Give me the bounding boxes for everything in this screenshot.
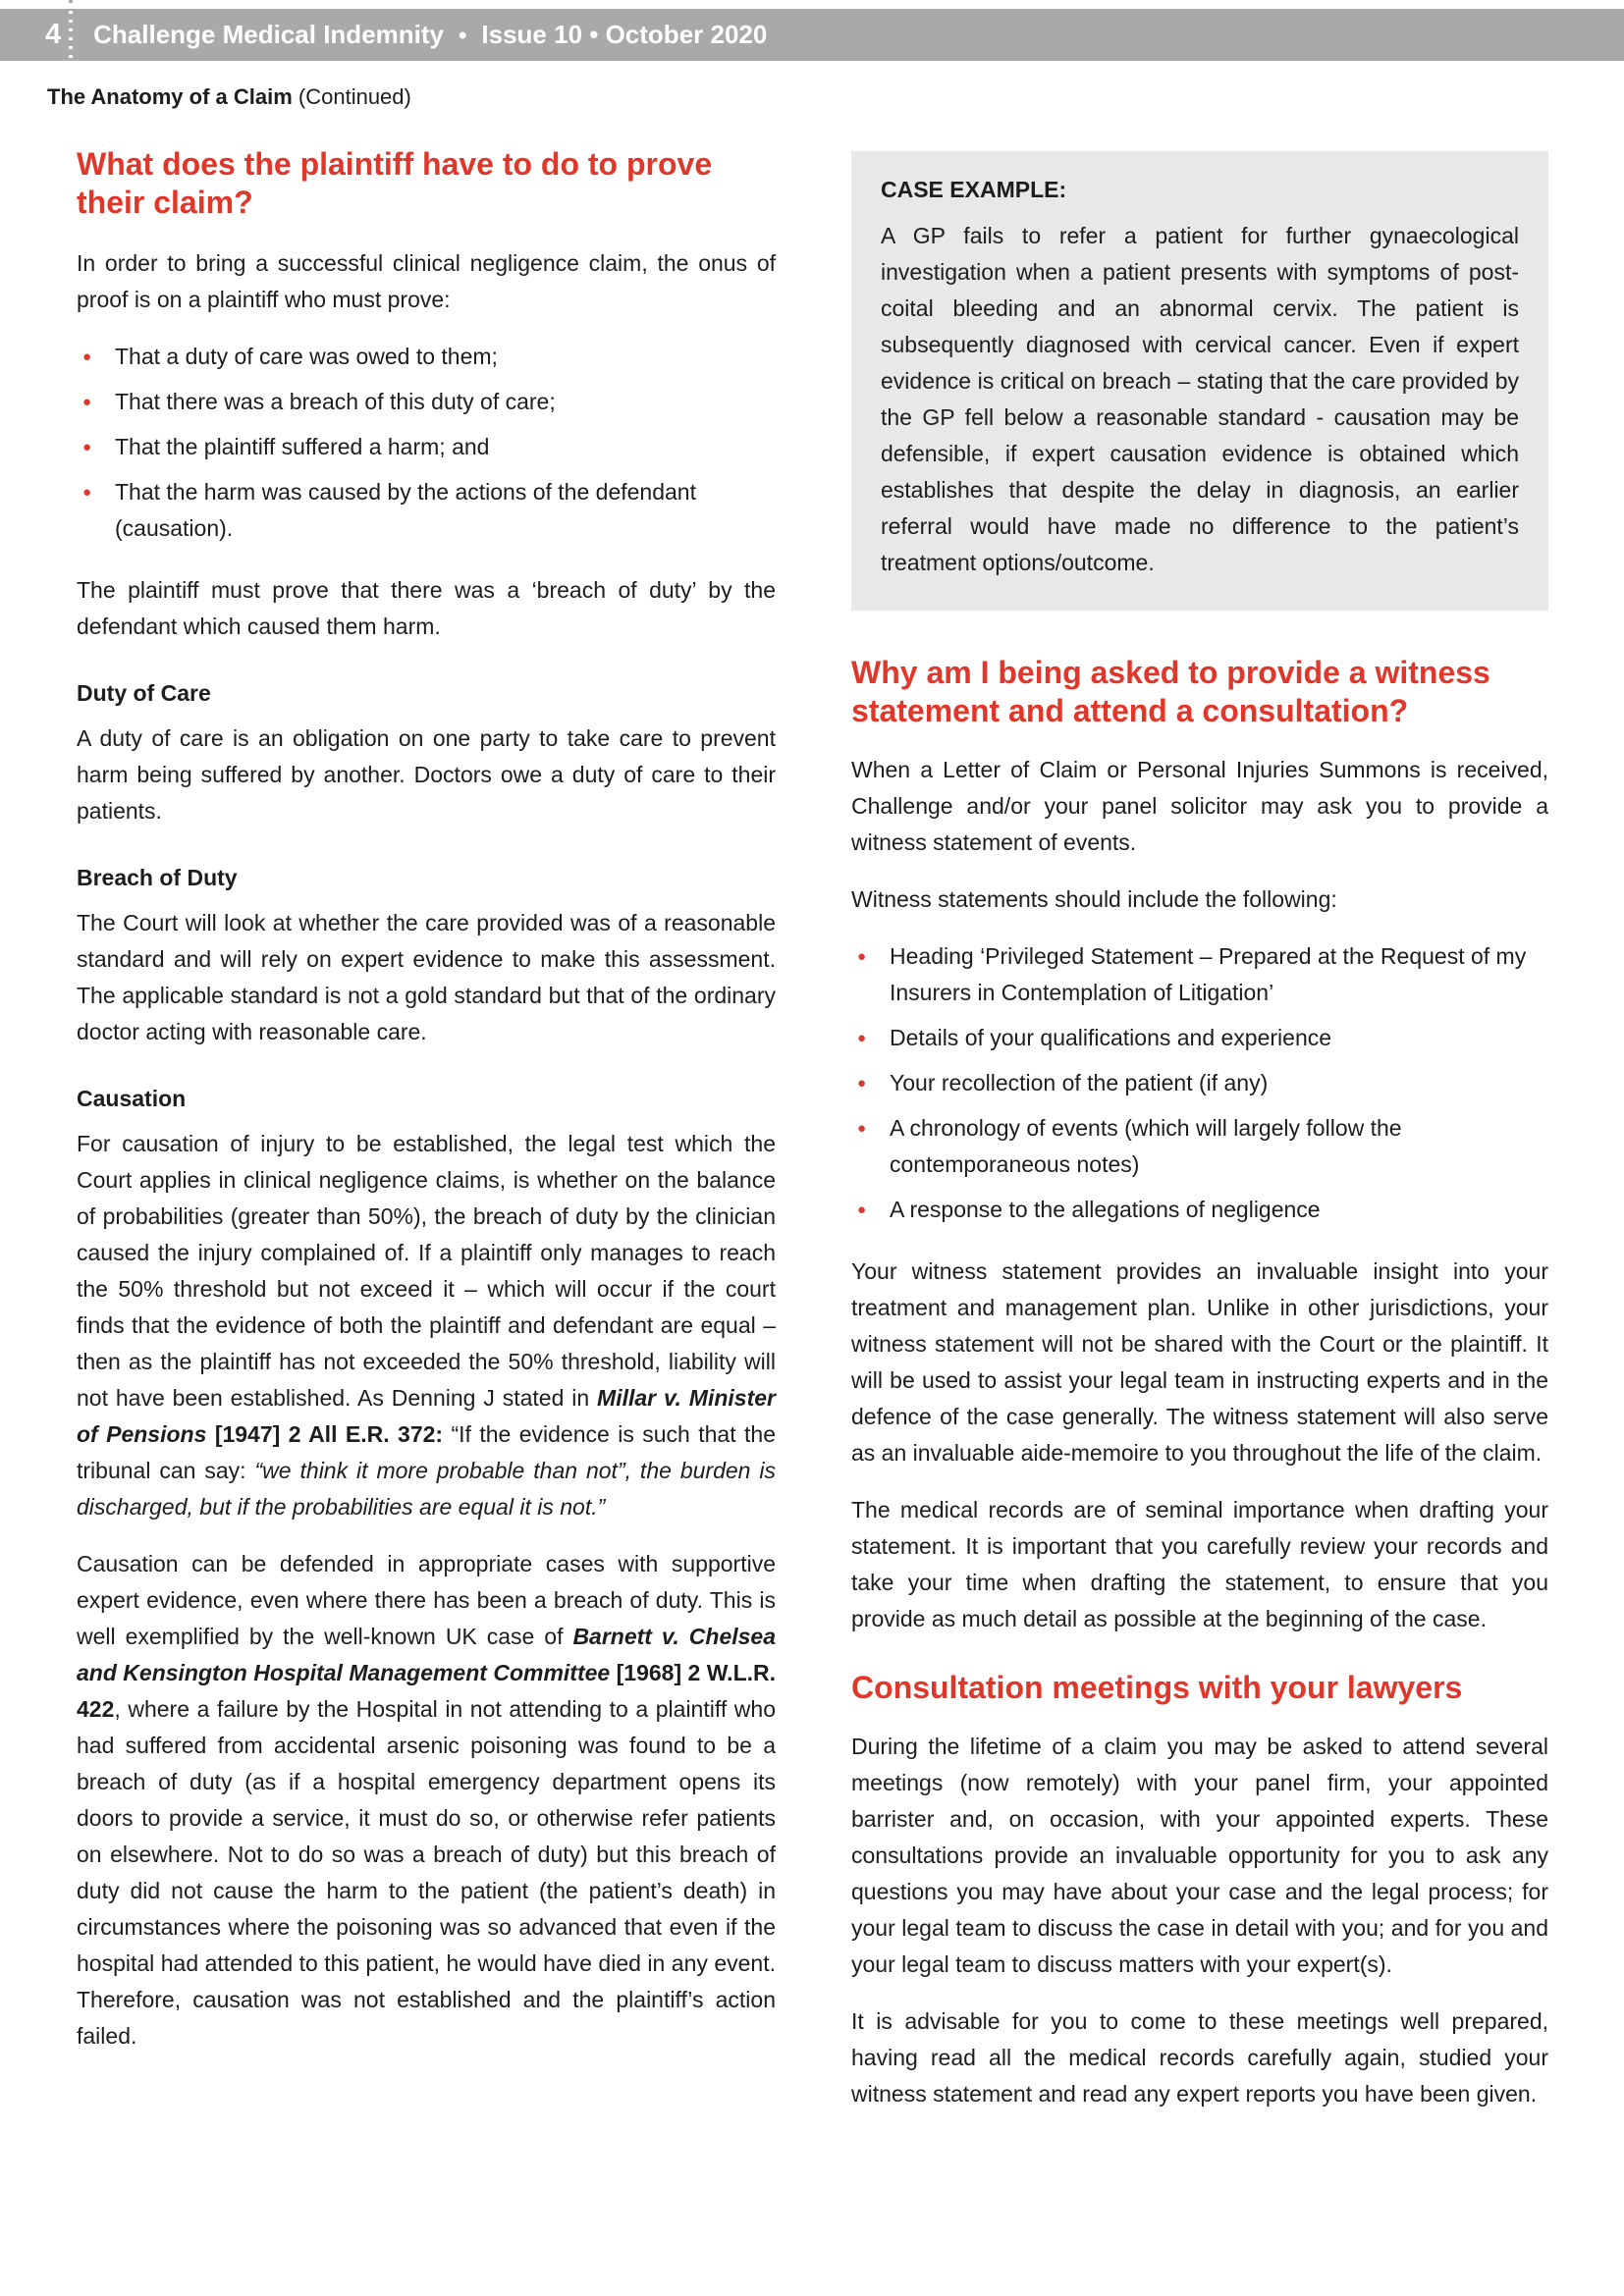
bullet-icon: ●: [82, 439, 92, 455]
paragraph: Witness statements should include the following:: [851, 886, 1337, 912]
section-heading-witness-statement: Why am I being asked to provide a witness statement and attend a consultation?: [851, 655, 1490, 728]
paragraph: The plaintiff must prove that there was a ‘breach of duty’ by the defendant which caused them harm.: [77, 577, 776, 639]
list-item-text: Heading ‘Privileged Statement – Prepared at the Request of my Insurers in Contemplation of Litigation’: [890, 943, 1527, 1005]
paragraph: The Court will look at whether the care provided was of a reasonable standard and will rely on expert evidence to make this assessment. The applicable standard is not a gold standard but that of the ordinary doctor acting with reasonable care.: [77, 910, 776, 1044]
issue-info: Issue 10 • October 2020: [481, 20, 768, 49]
list-item: [851, 938, 1548, 1011]
list-item: [851, 1192, 1548, 1228]
paragraph-causation-1: For causation of injury to be established, the legal test which the Court applies in clinical negligence claims, is whether on the balance of probabilities (greater than 50%), the breach of duty by the clinician caused the injury complained of. If a plaintiff only manages to reach the 50% threshold but not exceed it – which will occur if the court finds that the evidence of both the plaintiff and defendant are equal – then as the plaintiff has not exceeded the 50% threshold, liability will not have been established. As Denning J stated in Millar v. Minister of Pensions [1947] 2 All E.R. 372: “If the evidence is such that the tribunal can say: “we think it more probable than not”, the burden is discharged, but if the probabilities are equal it is not.”: [77, 1131, 776, 1520]
continued-label: (Continued): [292, 84, 411, 109]
list-item: [77, 429, 776, 465]
list-item: [851, 1020, 1548, 1056]
bullet-icon: ●: [82, 484, 92, 501]
list-item-text: A response to the allegations of negligence: [890, 1197, 1321, 1222]
list-item: [851, 1065, 1548, 1101]
bullet-icon: ●: [857, 1075, 867, 1092]
subsection-title-causation: Causation: [77, 1086, 187, 1111]
newsletter-title: [93, 20, 767, 50]
left-column: [77, 135, 776, 2133]
subsection-title-breach-of-duty: Breach of Duty: [77, 865, 238, 890]
article-title: The Anatomy of a Claim: [47, 84, 293, 109]
bullet-icon: ●: [857, 1120, 867, 1137]
paragraph: During the lifetime of a claim you may be asked to attend several meetings (now remotely) with your panel firm, your appointed barrister and, on occasion, with your appointed experts. These consultations provide an invaluable opportunity for you to ask any questions you may have about your case and the legal process; for your legal team to discuss the case in detail with you; and for you and your legal team to discuss matters with your expert(s).: [851, 1734, 1548, 1977]
list-item: [77, 474, 776, 547]
bullet-icon: ●: [857, 1030, 867, 1046]
dot-separator-icon: •: [459, 23, 467, 49]
dotted-divider-icon: [69, 0, 73, 9]
case-example-title: CASE EXAMPLE:: [881, 177, 1067, 202]
bullet-list-witness-statement: [851, 938, 1548, 1228]
paragraph: The medical records are of seminal importance when drafting your statement. It is important that you carefully review your records and take your time when drafting the statement, to ensure that you provide as much detail as possible at the beginning of the case.: [851, 1497, 1548, 1631]
header-bar: [0, 9, 1624, 61]
paragraph: In order to bring a successful clinical negligence claim, the onus of proof is on a plaintiff who must prove:: [77, 250, 776, 312]
paragraph: Your witness statement provides an invaluable insight into your treatment and management plan. Unlike in other jurisdictions, your witness statement will not be shared with the Court or the plaintiff. It will be used to assist your legal team in instructing experts and in the defence of the case generally. The witness statement will also serve as an invaluable aide-memoire to you throughout the life of the claim.: [851, 1258, 1548, 1466]
paragraph: A duty of care is an obligation on one party to take care to prevent harm being suffered by another. Doctors owe a duty of care to their patients.: [77, 725, 776, 824]
subsection-title-duty-of-care: Duty of Care: [77, 680, 211, 706]
section-heading-prove-claim: What does the plaintiff have to do to prove their claim?: [77, 146, 713, 220]
list-item-text: That there was a breach of this duty of care;: [115, 389, 556, 414]
paragraph: When a Letter of Claim or Personal Injuries Summons is received, Challenge and/or your panel solicitor may ask you to provide a witness statement of events.: [851, 757, 1548, 855]
paragraph-causation-2: Causation can be defended in appropriate cases with supportive expert evidence, even where there has been a breach of duty. This is well exemplified by the well-known UK case of Barnett v. Chelsea and Kensington Hospital Management Committee [1968] 2 W.L.R. 422, where a failure by the Hospital in not attending to a plaintiff who had suffered from accidental arsenic poisoning was found to be a breach of duty (as if a hospital emergency department opens its doors to provide a service, it must do so, or otherwise refer patients on elsewhere. Not to do so was a breach of duty) but this breach of duty did not cause the harm to the patient (the patient’s death) in circumstances where the poisoning was so advanced that even if the hospital had attended to this patient, he would have died in any event. Therefore, causation was not established and the plaintiff’s action failed.: [77, 1551, 777, 2049]
list-item-text: That a duty of care was owed to them;: [115, 344, 498, 369]
article-continuation: [47, 84, 411, 110]
dotted-divider-icon: [69, 9, 73, 61]
list-item-text: Your recollection of the patient (if any): [890, 1070, 1269, 1095]
bullet-list-proof-elements: [77, 339, 776, 547]
list-item: [77, 339, 776, 375]
bullet-icon: ●: [857, 948, 867, 965]
paragraph: It is advisable for you to come to these meetings well prepared, having read all the medical records carefully again, studied your witness statement and read any expert reports you have been given.: [851, 2008, 1548, 2107]
list-item-text: That the plaintiff suffered a harm; and: [115, 434, 490, 459]
case-example-body: A GP fails to refer a patient for further gynaecological investigation when a patient presents with symptoms of post-coital bleeding and an abnormal cervix. The patient is subsequently diagnosed with cervical cancer. Even if expert evidence is critical on breach – stating that the care provided by the GP fell below a reasonable standard - causation may be defensible, if expert causation evidence is obtained which establishes that despite the delay in diagnosis, an earlier referral would have made no difference to the patient’s treatment options/outcome.: [881, 223, 1519, 575]
list-item: [77, 384, 776, 420]
page-content: [77, 135, 1548, 2133]
bullet-icon: ●: [857, 1201, 867, 1218]
brand-name: Challenge Medical Indemnity: [93, 20, 444, 49]
bullet-icon: ●: [82, 348, 92, 365]
case-example-box: [851, 151, 1548, 611]
list-item-text: A chronology of events (which will largely follow the contemporaneous notes): [890, 1115, 1402, 1177]
page-number: 4: [45, 19, 62, 50]
list-item-text: That the harm was caused by the actions of the defendant (causation).: [115, 479, 696, 541]
right-column: [851, 135, 1548, 2133]
list-item-text: Details of your qualifications and experience: [890, 1025, 1332, 1050]
list-item: [851, 1110, 1548, 1183]
section-heading-consultation-meetings: Consultation meetings with your lawyers: [851, 1670, 1463, 1705]
bullet-icon: ●: [82, 394, 92, 410]
